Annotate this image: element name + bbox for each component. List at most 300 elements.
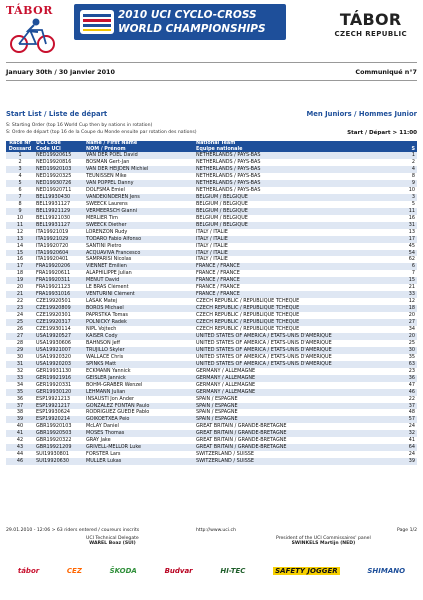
uci-code-cell: GBR19920103 — [36, 423, 72, 430]
rider-name-cell: VAN DER POEL David — [84, 152, 194, 159]
banner-title-line1: 2010 UCI CYCLO-CROSS — [118, 9, 257, 21]
national-team-cell: NETHERLANDS / PAYS-BAS — [196, 173, 261, 180]
race-nr-cell: 18 — [16, 270, 24, 277]
tabor-logo-text: TÁBOR — [6, 4, 53, 17]
starting-order-cell: 20 — [408, 312, 415, 319]
starting-order-cell: 46 — [389, 389, 417, 396]
uci-code-cell: NED19920711 — [36, 186, 72, 193]
national-team-cell: CZECH REPUBLIC / REPUBLIQUE TCHEQUE — [196, 312, 300, 319]
start-list-table — [6, 141, 417, 465]
uci-code-cell: SUI19920630 — [34, 458, 84, 465]
national-team-cell: SPAIN / ESPAGNE — [194, 403, 389, 410]
uci-code-cell: NED19920103 — [34, 166, 84, 173]
national-team-cell: ITALY / ITALIE — [196, 228, 228, 235]
sponsor-logo: SHIMANO — [367, 567, 406, 575]
table-row — [6, 444, 417, 451]
rider-name-cell: BOSMAN Gert-Jan — [86, 159, 130, 166]
uci-code-cell: USA19920527 — [34, 333, 84, 340]
rider-name-cell: BAHNSON Jeff — [86, 339, 121, 346]
footer-line — [6, 528, 417, 533]
starting-order-cell: 16 — [408, 214, 415, 221]
uci-code-cell: GBR19920322 — [36, 437, 72, 444]
col-header-team: National Team Equipe nationale — [194, 141, 389, 152]
starting-order-cell: 24 — [408, 451, 415, 458]
uci-code-cell: ESP19921213 — [36, 395, 71, 402]
table-row — [6, 326, 417, 333]
uci-code-cell: BEL19930430 — [34, 194, 84, 201]
table-row — [6, 159, 417, 166]
table-row — [6, 250, 417, 257]
table-row — [6, 298, 417, 305]
race-nr-cell: 33 — [6, 375, 34, 382]
uci-code-cell: GER19921916 — [34, 375, 84, 382]
uci-code-cell: ESP19921217 — [34, 403, 84, 410]
uci-code-cell: GER19930120 — [34, 389, 84, 396]
starting-order-cell: 27 — [389, 319, 417, 326]
starting-order-cell: 17 — [389, 236, 417, 243]
host-country: CZECH REPUBLIC — [334, 30, 407, 38]
rider-name-cell: WALLACE Chris — [86, 353, 124, 360]
starting-order-cell: 45 — [408, 242, 415, 249]
tabor-2010-logo — [6, 4, 64, 54]
rider-name-cell: LEHMANN Julian — [84, 389, 194, 396]
starting-order-cell: 39 — [389, 458, 417, 465]
national-team-cell: FRANCE / FRANCE — [196, 284, 240, 291]
race-nr-cell: 9 — [6, 208, 34, 215]
starting-order-cell: 10 — [408, 186, 415, 193]
uci-code-cell: CZE19920809 — [34, 305, 84, 312]
national-team-cell: UNITED STATES OF AMERICA / ETATS-UNIS D'AMERIQUE — [196, 353, 332, 360]
national-team-cell: ITALY / ITALIE — [194, 250, 389, 257]
race-nr-cell: 27 — [6, 333, 34, 340]
footer-timestamp: 29.01.2010 - 12:06 > 63 riders entered / coureurs inscrits — [6, 528, 140, 533]
starting-order-cell: 25 — [408, 339, 415, 346]
race-nr-cell: 24 — [16, 312, 24, 319]
rider-name-cell: ECKMANN Yannick — [86, 367, 131, 374]
race-category: Men Juniors / Hommes Junior — [306, 110, 417, 118]
host-city-logo — [334, 10, 407, 38]
uci-code-cell: ITA19921029 — [34, 236, 84, 243]
table-row — [6, 291, 417, 298]
col-header-name: Name / First Name NOM / Prénom — [84, 141, 194, 152]
national-team-cell: BELGIUM / BELGIQUE — [194, 194, 389, 201]
race-nr-cell: 22 — [16, 298, 24, 305]
uci-code-cell: GER19920331 — [36, 381, 72, 388]
uci-code-cell: USA19921007 — [34, 347, 84, 354]
uci-code-cell: ITA19921019 — [36, 228, 69, 235]
starting-order-cell: 33 — [389, 291, 417, 298]
race-nr-cell: 4 — [18, 173, 22, 180]
starting-order-cell: 3 — [389, 194, 417, 201]
national-team-cell: NETHERLANDS / PAYS-BAS — [196, 186, 261, 193]
table-row — [6, 430, 417, 437]
national-team-cell: UNITED STATES OF AMERICA / ETATS-UNIS D'AMERIQUE — [194, 361, 389, 368]
starting-order-note-en: S: Starting Order (top 16 World Cup then by nations in rotation) — [6, 123, 153, 128]
starting-order-cell: 34 — [408, 326, 415, 333]
rider-name-cell: DOLFSMA Emiel — [86, 186, 125, 193]
starting-order-cell: 35 — [408, 353, 415, 360]
race-nr-cell: 2 — [18, 159, 22, 166]
rider-name-cell: VAN POPPEL Danny — [84, 180, 194, 187]
rider-name-cell: PAPRSTKA Tomas — [86, 312, 128, 319]
starting-order-cell: 12 — [408, 298, 415, 305]
race-nr-cell: 10 — [16, 214, 24, 221]
starting-order-cell: 48 — [408, 409, 415, 416]
rider-name-cell: SANTINI Pietro — [86, 242, 122, 249]
sponsor-logo: HI-TEC — [220, 567, 246, 575]
table-row — [6, 270, 417, 277]
col-header-uci-code: UCI Code Code UCI — [34, 141, 84, 152]
race-nr-cell: 37 — [6, 403, 34, 410]
starting-order-cell: 2 — [411, 159, 415, 166]
starting-order-note-fr: S: Ordre de départ (top 16 de la Coupe du Monde ensuite par rotation des nations) — [6, 130, 197, 135]
table-row — [6, 354, 417, 361]
national-team-cell: CZECH REPUBLIC / REPUBLIQUE TCHEQUE — [196, 326, 300, 333]
national-team-cell: ITALY / ITALIE — [194, 236, 389, 243]
rider-name-cell: BOROS Michael — [84, 305, 194, 312]
starting-order-cell: 15 — [389, 277, 417, 284]
race-nr-cell: 21 — [6, 291, 34, 298]
rider-name-cell: GRIVELL-MELLOR Luke — [84, 444, 194, 451]
rider-name-cell: ACQUAVIVA Francesco — [84, 250, 194, 257]
table-row — [6, 375, 417, 382]
uci-code-cell: BEL19931127 — [34, 222, 84, 229]
uci-code-cell: USA19930606 — [36, 339, 72, 346]
table-row — [6, 458, 417, 465]
uci-code-cell: ITA19920604 — [34, 250, 84, 257]
table-row — [6, 222, 417, 229]
race-nr-cell: 3 — [6, 166, 34, 173]
table-row — [6, 312, 417, 319]
race-nr-cell: 15 — [6, 250, 34, 257]
national-team-cell: UNITED STATES OF AMERICA / ETATS-UNIS D'AMERIQUE — [194, 347, 389, 354]
table-row — [6, 319, 417, 326]
table-row — [6, 215, 417, 222]
race-nr-cell: 38 — [16, 409, 24, 416]
starting-order-cell: 22 — [408, 395, 415, 402]
table-row — [6, 333, 417, 340]
table-row — [6, 361, 417, 368]
national-team-cell: CZECH REPUBLIC / REPUBLIQUE TCHEQUE — [194, 319, 389, 326]
rider-name-cell: MERLIER Tim — [86, 214, 118, 221]
rider-name-cell: GOIKOETXEA Peio — [84, 416, 194, 423]
starting-order-cell: 31 — [389, 222, 417, 229]
starting-order-cell: 62 — [408, 256, 415, 263]
starting-order-cell: 24 — [408, 423, 415, 430]
national-team-cell: GREAT BRITAIN / GRANDE-BRETAGNE — [196, 423, 287, 430]
rider-name-cell: McLAY Daniel — [86, 423, 119, 430]
table-row — [6, 229, 417, 236]
uci-code-cell: BEL19921030 — [36, 214, 71, 221]
starting-order-cell: 23 — [408, 367, 415, 374]
race-nr-cell: 19 — [6, 277, 34, 284]
header-divider — [6, 62, 417, 63]
delegate-role: UCI Technical Delegate — [86, 536, 139, 541]
host-city: TÁBOR — [339, 10, 402, 29]
banner-title-line2: WORLD CHAMPIONSHIPS — [118, 23, 266, 35]
race-nr-cell: 17 — [6, 263, 34, 270]
rider-name-cell: TODARO Fabio Alfonso — [84, 236, 194, 243]
rider-name-cell: LASAK Matej — [86, 298, 117, 305]
title-row — [6, 110, 417, 118]
starting-order-cell: 13 — [408, 228, 415, 235]
national-team-cell: GREAT BRITAIN / GRANDE-BRETAGNE — [194, 444, 389, 451]
national-team-cell: FRANCE / FRANCE — [196, 270, 240, 277]
document-header — [0, 0, 423, 58]
uci-code-cell: ESP19920214 — [34, 416, 84, 423]
national-team-cell: GERMANY / ALLEMAGNE — [196, 367, 256, 374]
uci-code-cell: CZE19920301 — [36, 312, 71, 319]
rider-name-cell: VAN DER HEIJDEN Michiel — [84, 166, 194, 173]
national-team-cell: GERMANY / ALLEMAGNE — [194, 375, 389, 382]
event-date: January 30th / 30 janvier 2010 — [6, 68, 115, 76]
table-row — [6, 236, 417, 243]
race-nr-cell: 16 — [16, 256, 24, 263]
starting-order-cell: 32 — [389, 430, 417, 437]
starting-order-cell: 57 — [389, 416, 417, 423]
race-nr-cell: 46 — [6, 458, 34, 465]
uci-code-cell: BEL19921129 — [34, 208, 84, 215]
race-nr-cell: 13 — [6, 236, 34, 243]
rider-name-cell: SAMPARISI Nicolas — [86, 256, 132, 263]
rider-name-cell: VIENNET Emilien — [84, 263, 194, 270]
uci-code-cell: NED19920325 — [36, 173, 72, 180]
race-nr-cell: 26 — [16, 326, 24, 333]
table-row — [6, 403, 417, 410]
national-team-cell: BELGIUM / BELGIQUE — [196, 214, 248, 221]
race-nr-cell: 34 — [16, 381, 24, 388]
rider-name-cell: RODRIGUEZ GUEDE Pablo — [86, 409, 150, 416]
rider-name-cell: FORSTER Lars — [86, 451, 121, 458]
communique-number: Communiqué n°7 — [355, 68, 417, 76]
rider-name-cell: LORENZON Rudy — [86, 228, 128, 235]
table-row — [6, 368, 417, 375]
table-row — [6, 396, 417, 403]
uci-code-cell: GBR19921209 — [34, 444, 84, 451]
col-header-s: S — [389, 141, 417, 152]
national-team-cell: SPAIN / ESPAGNE — [194, 416, 389, 423]
starting-order-cell: 63 — [389, 361, 417, 368]
uci-code-cell: FRA19931016 — [34, 291, 84, 298]
national-team-cell: GERMANY / ALLEMAGNE — [194, 389, 389, 396]
national-team-cell: NETHERLANDS / PAYS-BAS — [194, 166, 389, 173]
race-nr-cell: 43 — [6, 444, 34, 451]
national-team-cell: GERMANY / ALLEMAGNE — [196, 381, 256, 388]
championship-banner — [74, 4, 286, 40]
national-team-cell: FRANCE / FRANCE — [194, 263, 389, 270]
sponsor-bar — [0, 558, 423, 584]
starting-order-cell: 4 — [389, 166, 417, 173]
rider-name-cell: NIPL Vojtech — [86, 326, 117, 333]
race-nr-cell: 14 — [16, 242, 24, 249]
race-nr-cell: 28 — [16, 339, 24, 346]
rider-name-cell: MÜLLER Lukas — [84, 458, 194, 465]
uci-code-cell: USA19920320 — [36, 353, 72, 360]
start-time: Start / Départ > 11:00 — [347, 130, 417, 136]
table-row — [6, 243, 417, 250]
rider-name-cell: SWEECK Laurens — [86, 200, 128, 207]
table-row — [6, 187, 417, 194]
rider-name-cell: BÖHM-GRÄBER Wenzel — [86, 381, 143, 388]
starting-order-cell: 11 — [389, 208, 417, 215]
delegate-name: WAREL Boaz (SUI) — [89, 541, 136, 546]
national-team-cell: ITALY / ITALIE — [196, 256, 228, 263]
starting-order-cell: 21 — [408, 284, 415, 291]
list-title: Start List / Liste de départ — [6, 110, 108, 118]
national-team-cell: UNITED STATES OF AMERICA / ETATS-UNIS D'AMERIQUE — [196, 339, 332, 346]
starting-order-cell: 36 — [389, 375, 417, 382]
starting-order-cell: 8 — [411, 173, 415, 180]
president-name: SWINKELS Martijn (NED) — [291, 541, 356, 546]
table-row — [6, 194, 417, 201]
sponsor-logo: Budvar — [164, 567, 193, 575]
table-row — [6, 166, 417, 173]
table-row — [6, 382, 417, 389]
national-team-cell: FRANCE / FRANCE — [194, 291, 389, 298]
race-nr-cell: 41 — [6, 430, 34, 437]
starting-order-cell: 54 — [389, 250, 417, 257]
national-team-cell: NETHERLANDS / PAYS-BAS — [194, 180, 389, 187]
starting-order-cell: 1 — [389, 152, 417, 159]
president-signature — [276, 536, 371, 546]
sponsor-logo: tábor — [17, 567, 40, 575]
race-nr-cell: 5 — [6, 180, 34, 187]
national-team-cell: FRANCE / FRANCE — [194, 277, 389, 284]
uci-code-cell: BEL19931127 — [36, 200, 71, 207]
national-team-cell: SWITZERLAND / SUISSE — [196, 451, 254, 458]
table-row — [6, 256, 417, 263]
starting-order-cell: 37 — [389, 403, 417, 410]
national-team-cell: UNITED STATES OF AMERICA / ETATS-UNIS D'AMERIQUE — [194, 333, 389, 340]
table-row — [6, 305, 417, 312]
uci-code-cell: FRA19921123 — [36, 284, 71, 291]
table-row — [6, 208, 417, 215]
starting-order-cell: 6 — [389, 263, 417, 270]
rider-name-cell: ALAPHILIPPE Julian — [86, 270, 132, 277]
uci-code-cell: CZE19920501 — [36, 298, 71, 305]
date-divider — [6, 80, 417, 81]
race-nr-cell: 36 — [16, 395, 24, 402]
race-nr-cell: 12 — [16, 228, 24, 235]
footer-page: Page 1/2 — [397, 528, 417, 533]
starting-order-cell: 41 — [408, 437, 415, 444]
table-row — [6, 263, 417, 270]
uci-code-cell: GER19931130 — [36, 367, 72, 374]
national-team-cell: SPAIN / ESPAGNE — [196, 409, 238, 416]
starting-order-cell: 64 — [389, 444, 417, 451]
table-row — [6, 451, 417, 458]
uci-code-cell: CZE19930114 — [36, 326, 71, 333]
rider-name-cell: GRAY Jake — [86, 437, 111, 444]
rider-name-cell: TRUJILLO Skyler — [84, 347, 194, 354]
national-team-cell: ITALY / ITALIE — [196, 242, 228, 249]
race-nr-cell: 7 — [6, 194, 34, 201]
race-nr-cell: 30 — [16, 353, 24, 360]
race-nr-cell: 29 — [6, 347, 34, 354]
table-row — [6, 277, 417, 284]
race-nr-cell: 25 — [6, 319, 34, 326]
starting-order-cell: 18 — [389, 305, 417, 312]
uci-logo-icon — [80, 10, 114, 34]
table-row — [6, 409, 417, 416]
race-nr-cell: 39 — [6, 416, 34, 423]
starting-order-cell: 9 — [389, 180, 417, 187]
starting-order-cell: 20 — [389, 333, 417, 340]
starting-order-cell: 47 — [408, 381, 415, 388]
national-team-cell: BELGIUM / BELGIQUE — [196, 200, 248, 207]
uci-code-cell: FRA19920611 — [36, 270, 71, 277]
uci-code-cell: ITA19920401 — [36, 256, 69, 263]
uci-code-cell: SUI19930801 — [36, 451, 70, 458]
rider-name-cell: INSAUSTI Jon Ander — [86, 395, 134, 402]
rider-name-cell: POLNICKY Radek — [84, 319, 194, 326]
race-nr-cell: 20 — [16, 284, 24, 291]
race-nr-cell: 1 — [6, 152, 34, 159]
rider-name-cell: MENUT David — [84, 277, 194, 284]
table-row — [6, 437, 417, 444]
table-row — [6, 340, 417, 347]
rider-name-cell: VERMEERSCH Gianni — [84, 208, 194, 215]
race-nr-cell: 11 — [6, 222, 34, 229]
rider-name-cell: SPINKS Matt — [84, 361, 194, 368]
table-row — [6, 152, 417, 159]
rider-name-cell: GEISLER Jannick — [84, 375, 194, 382]
national-team-cell: CZECH REPUBLIC / REPUBLIQUE TCHEQUE — [196, 298, 300, 305]
national-team-cell: NETHERLANDS / PAYS-BAS — [196, 159, 261, 166]
rider-name-cell: VENTURINI Clément — [84, 291, 194, 298]
rider-name-cell: KAISER Cody — [84, 333, 194, 340]
uci-code-cell: GBR19920503 — [34, 430, 84, 437]
race-nr-cell: 35 — [6, 389, 34, 396]
table-row — [6, 389, 417, 396]
col-header-race-nr: Race Nr Dossard — [6, 141, 34, 152]
uci-code-cell: USA19920203 — [34, 361, 84, 368]
rider-name-cell: SWEECK Diether — [84, 222, 194, 229]
national-team-cell: GREAT BRITAIN / GRANDE-BRETAGNE — [196, 437, 287, 444]
race-nr-cell: 32 — [16, 367, 24, 374]
uci-code-cell: FRA19920311 — [34, 277, 84, 284]
rider-name-cell: LE BRAS Clément — [86, 284, 129, 291]
rider-name-cell: GONZALEZ FONTAN Paulo — [84, 403, 194, 410]
national-team-cell: BELGIUM / BELGIQUE — [194, 208, 389, 215]
race-nr-cell: 40 — [16, 423, 24, 430]
uci-code-cell: NED19920615 — [34, 152, 84, 159]
sponsor-logo: CEZ — [66, 567, 82, 575]
table-row — [6, 201, 417, 208]
uci-code-cell: NED19920816 — [36, 159, 72, 166]
date-row — [6, 68, 417, 76]
race-nr-cell: 6 — [18, 186, 22, 193]
race-nr-cell: 44 — [16, 451, 24, 458]
cyclist-icon — [6, 16, 64, 54]
table-row — [6, 173, 417, 180]
table-row — [6, 423, 417, 430]
footer-url[interactable]: http://www.uci.ch — [196, 528, 236, 533]
table-row — [6, 284, 417, 291]
national-team-cell: SPAIN / ESPAGNE — [196, 395, 238, 402]
starting-order-cell: 7 — [411, 270, 415, 277]
national-team-cell: BELGIUM / BELGIQUE — [194, 222, 389, 229]
race-nr-cell: 23 — [6, 305, 34, 312]
sponsor-logo: ŠKODA — [109, 567, 137, 575]
national-team-cell: SWITZERLAND / SUISSE — [194, 458, 389, 465]
starting-order-cell: 5 — [411, 200, 415, 207]
race-nr-cell: 42 — [16, 437, 24, 444]
rider-name-cell: VANDEKINDEREN Jens — [84, 194, 194, 201]
uci-code-cell: ITA19920720 — [36, 242, 69, 249]
national-team-cell: GREAT BRITAIN / GRANDE-BRETAGNE — [194, 430, 389, 437]
race-nr-cell: 31 — [6, 361, 34, 368]
